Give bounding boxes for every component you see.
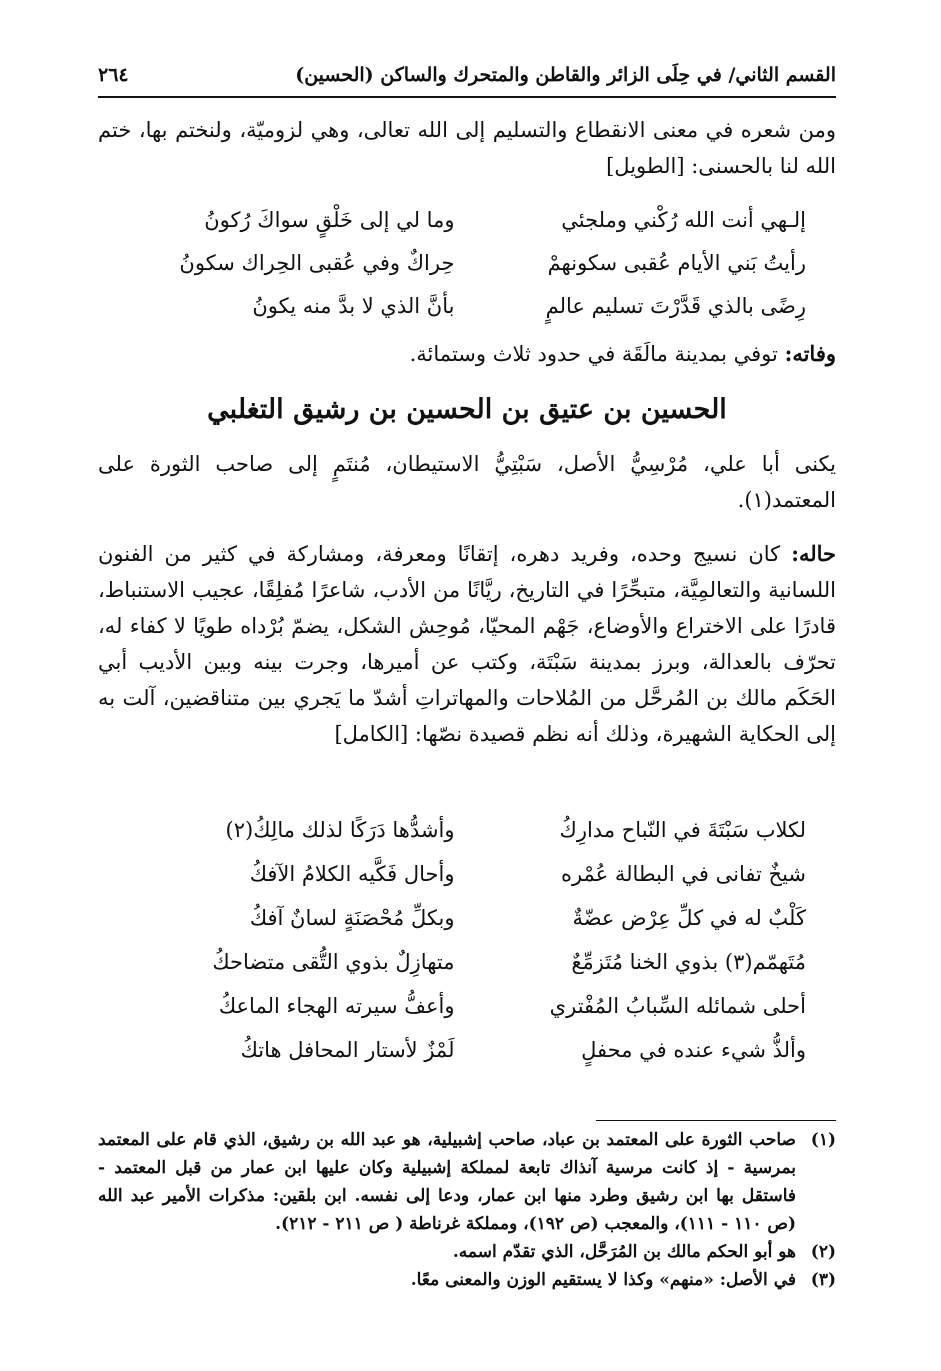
verse-first-hemistich: رِضًى بالذي قَدَّرْتَ تسليم عالمٍ xyxy=(545,293,806,318)
footnote-text: هو أبو الحكم مالك بن المُرَحَّل، الذي تقدّم اسمه. xyxy=(452,1242,796,1262)
poem-verse xyxy=(130,896,806,940)
kunya-paragraph: يكنى أبا علي، مُرْسِيُّ الأصل، سَبْتِيُّ الاستيطان، مُنتَمٍ إلى صاحب الثورة على المعتمد(١). xyxy=(98,452,836,512)
footnote xyxy=(98,1266,836,1294)
verse-second-hemistich: متهازِلٌ بذوي التُّقى متضاحكُ xyxy=(212,950,455,974)
hal-paragraph xyxy=(98,536,836,752)
hal-label: حاله: xyxy=(791,541,836,566)
poem-kamil xyxy=(130,808,806,1072)
verse-first-hemistich: مُتَهمّم(٣) بذوي الخنا مُتَزمِّعٌ xyxy=(571,950,806,974)
hal-text: كان نسيج وحده، وفريد دهره، إتقانًا ومعرفة، ومشاركة في كثير من الفنون اللسانية والتعالمِيَّة، متبحِّرًا في التاريخ، ريَّانًا من الأدب، شاعرًا مُفلِقًا، عجيب الاستنباط، قادرًا على الاختراع والأوضاع، جَهْم المحيّا، مُوحِش الشكل، يضمّ بُرْداه طويًا لا كفاء له، تحرّف بالعدالة، وبرز بمدينة سَبْتَة، وكتب عن أميرها، وجرت بينه وبين الأديب أبي الحَكَم مالك بن المُرحَّل من المُلاحات والمهاتراتِ أشدّ ما يَجري بين متناقضين، آلت به إلى الحكاية الشهيرة، وذلك أنه نظم قصيدة نصّها: [الكامل] xyxy=(98,542,836,746)
verse-second-hemistich: وبكلِّ مُحْصَنَةٍ لسانٌ آفكُ xyxy=(249,906,455,930)
footnote-number: (٢) xyxy=(810,1242,836,1262)
poem-verse xyxy=(130,284,806,327)
verse-first-hemistich: وألذُّ شيء عنده في محفلٍ xyxy=(581,1038,806,1062)
footnote xyxy=(98,1238,836,1266)
verse-second-hemistich: لَمْزٌ لأستار المحافل هاتكُ xyxy=(240,1038,455,1062)
verse-first-hemistich: إلـهي أنت الله رُكْني وملجئي xyxy=(561,207,806,232)
header-divider xyxy=(98,96,836,98)
footnote-number: (٣) xyxy=(810,1270,836,1290)
verse-first-hemistich: شيخٌ تفانى في البطالة عُمْره xyxy=(560,862,806,886)
poem-verse xyxy=(130,852,806,896)
biography-title: الحسين بن عتيق بن الحسين بن رشيق التغلبي xyxy=(207,394,727,425)
footnote xyxy=(98,1126,836,1238)
footnote-text: في الأصل: «منهم» وكذا لا يستقيم الوزن والمعنى معًا. xyxy=(410,1270,796,1290)
verse-first-hemistich: كَلْبٌ له في كلِّ عِرْض عضّةٌ xyxy=(572,906,806,930)
poem-verse xyxy=(130,808,806,852)
page-number: ٢٦٤ xyxy=(98,64,129,86)
verse-first-hemistich: رأيتُ بَني الأيام عُقبى سكونهمْ xyxy=(547,250,806,275)
poem-verse xyxy=(130,1028,806,1072)
footnote-number: (١) xyxy=(810,1130,836,1150)
intro-paragraph: ومن شعره في معنى الانقطاع والتسليم إلى الله تعالى، وهي لزوميّة، ولنختم بها، ختم الله لنا بالحسنى: [الطويل] xyxy=(98,118,836,178)
footnote-text: صاحب الثورة على المعتمد بن عباد، صاحب إشبيلية، هو عبد الله بن رشيق، الذي قام على المعتمد بمرسية - إذ كانت مرسية آنذاك تابعة لمملكة إشبيلية وكان عليها ابن عمار من قبل المعتمد - فاستقل بها ابن رشيق وطرد منها ابن عمار، ودعا إلى نفسه. ابن بلقين: مذكرات الأمير عبد الله (ص ١١٠ - ١١١)، والمعجب (ص ١٩٢)، ومملكة غرناطة ( ص ٢١١ - ٢١٢). xyxy=(98,1130,796,1234)
footnote-divider xyxy=(596,1120,836,1121)
poem-verse xyxy=(130,241,806,284)
verse-first-hemistich: لكلاب سَبْتَةَ في النّباح مدارِكُ xyxy=(559,818,806,842)
verse-second-hemistich: وأعفُّ سيرته الهجاء الماعكُ xyxy=(218,994,455,1018)
poem-verse xyxy=(130,940,806,984)
verse-first-hemistich: أحلى شمائله السِّبابُ المُفْتري xyxy=(549,994,806,1018)
verse-second-hemistich: وأشدُّها دَرَكًا لذلك مالِكُ(٢) xyxy=(225,818,455,842)
poem-verse xyxy=(130,984,806,1028)
running-header xyxy=(98,58,836,92)
running-title: القسم الثاني/ في حِلَى الزائر والقاطن والمتحرك والساكن (الحسين) xyxy=(295,64,836,86)
poem-verse xyxy=(130,198,806,241)
verse-second-hemistich: وما لي إلى خَلْقٍ سواكَ رُكونُ xyxy=(204,207,455,232)
death-label: وفاته: xyxy=(784,341,836,366)
poem-lawizmiyya xyxy=(130,198,806,327)
verse-second-hemistich: حِراكٌ وفي عُقبى الحِراك سكونُ xyxy=(179,250,455,275)
footnotes xyxy=(98,1126,836,1294)
verse-second-hemistich: وأحال فَكَّيه الكلامُ الآفكُ xyxy=(249,862,455,886)
death-text: توفي بمدينة مالَقَة في حدود ثلاث وستمائة. xyxy=(409,342,778,366)
death-paragraph xyxy=(98,336,836,372)
verse-second-hemistich: بأنَّ الذي لا بدَّ منه يكونُ xyxy=(252,293,455,318)
